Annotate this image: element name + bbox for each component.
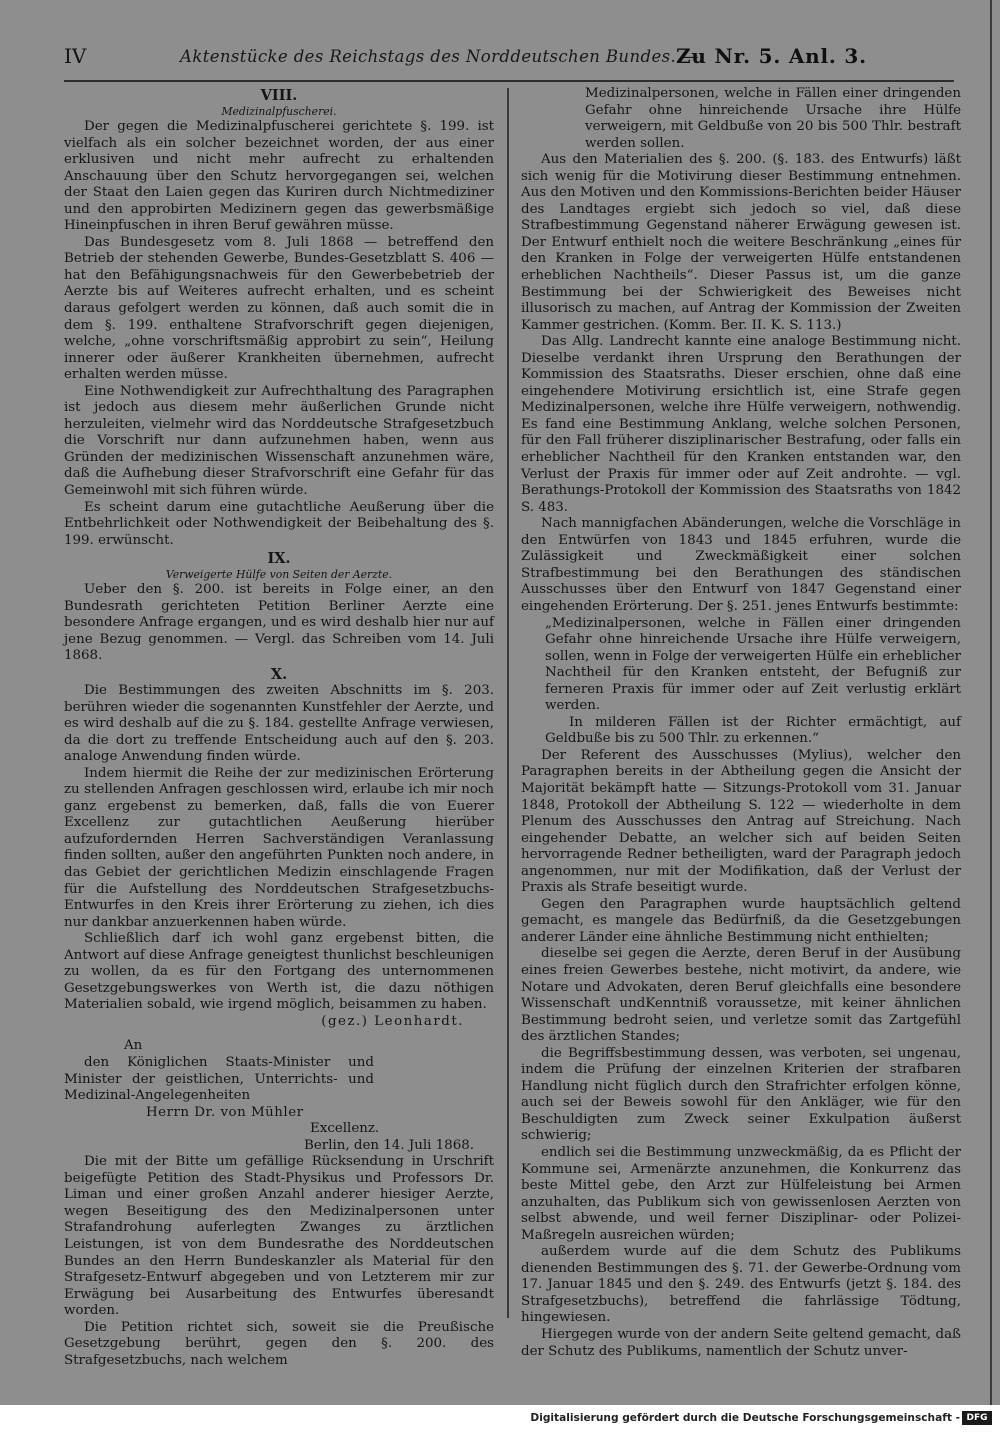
paragraph: die Begriffsbestimmung dessen, was verboten, sei ungenau, indem die Prüfung der einzelnen Kriterien der strafbaren Handlung nicht füglich durch den Strafrichter erfolgen könne, auch sei der Beweis sowohl für den Ankläger, wie für den Beschuldigten zum Zweck seiner Exkulpation äußerst schwierig; [521,1045,961,1144]
column-divider [507,88,509,1318]
paragraph: Der gegen die Medizinalpfuscherei gerichtete §. 199. ist vielfach als ein solcher bezeichnet worden, der aus einer erklusiven und nicht mehr aufrecht zu erhaltenden Anschauung über den Schutz hervorgegangen sei, welchen der Staat den Laien gegen das Kuriren durch Nichtmediziner und den approbirten Medizinern gegen das gewerbsmäßige Hineinpfuschen in ihren Beruf gewähren müsse. [64,119,494,234]
address-salutation: An [124,1038,143,1054]
paragraph: Gegen den Paragraphen wurde hauptsächlich geltend gemacht, es mangele das Bedürfniß, da die Gesetzgebungen anderer Länder eine ähnliche Bestimmung nicht enthielten; [521,896,961,945]
section-subtitle-ix: Verweigerte Hülfe von Seiten der Aerzte. [165,568,393,582]
paragraph: endlich sei die Bestimmung unzweckmäßig, da es Pflicht der Kommune sei, Armenärzte anzunehmen, die Konkurrenz das beste Mittel gebe, den Arzt zur Hülfeleistung bei Armen anzuhalten, das Publikum sich von gewissenlosen Aerzten von selbst abwende, und weil ferner Disziplinar- oder Polizei-Maßregeln ausreichen würden; [521,1145,961,1243]
paragraph: dieselbe sei gegen die Aerzte, deren Beruf in der Ausübung eines freien Gewerbes bestehe, nicht motivirt, da andere, wie Notare und Advokaten, deren Beruf gleichfalls eine besondere Wissenschaft undKenntniß voraussetze, mit keiner ähnlichen Bestimmung bedroht seien, und verletze somit das Zartgefühl des ärztlichen Standes; [521,946,961,1045]
quotation: „Medizinalpersonen, welche in Fällen einer dringenden Gefahr ohne hinreichende Ursache ihre Hülfe verweigern, sollen, wenn in Folge der verweigerten Hülfe ein erheblicher Nachtheil für den Kranken entsteht, der Befugniß zur ferneren Praxis für immer oder auf Zeit verlustig erklärt werden. [545,615,961,714]
paragraph: Die mit der Bitte um gefällige Rücksendung in Urschrift beigefügte Petition des Stadt-Physikus und Professors Dr. Liman und einer großen Anzahl anderer hiesiger Aerzte, wegen Beseitigung des den Medizinalpersonen unter Strafandrohung auferlegten Zwanges zu ärztlichen Leistungen, ist von dem Bundesrathe des Norddeutschen Bundes an den Herrn Bundeskanzler als Material für den Strafgesetz-Entwurf abgegeben und von Letzterem mir zur Erwägung bei Ausarbeitung des Entwurfes überesandt worden. [64,1154,494,1319]
running-title: Aktenstücke des Reichstags des Norddeutschen Bundes. — [180,47,699,66]
quotation: In milderen Fällen ist der Richter ermächtigt, auf Geldbuße bis zu 500 Thlr. zu erkennen.“ [545,714,961,747]
section-subtitle-viii: Medizinalpfuscherei. [221,105,337,118]
paragraph: Medizinalpersonen, welche in Fällen einer dringenden Gefahr ohne hinreichende Ursache ihre Hülfe verweigern, mit Geldbuße von 20 bis 500 Thlr. bestraft werden sollen. [585,86,961,151]
section-heading-viii: VIII. [260,87,298,104]
paragraph: Hiergegen wurde von der andern Seite geltend gemacht, daß der Schutz des Publikums, namentlich der Schutz unver- [521,1327,961,1359]
paragraph: Eine Nothwendigkeit zur Aufrechthaltung des Paragraphen ist jedoch aus diesem mehr äußerlichen Grunde nicht herzuleiten, vielmehr wird das Norddeutsche Strafgesetzbuch die Vorschrift nur dann aufzunehmen haben, wenn aus Gründen der medizinischen Wissenschaft anzunehmen wäre, daß die Aufhebung dieser Strafvorschrift eine Gefahr für das Gemeinwohl mit sich führen würde. [64,383,494,499]
digitization-footer [0,1405,1000,1432]
page-number: IV [64,44,87,68]
page-edge-rule [990,0,992,1405]
paragraph: Der Referent des Ausschusses (Mylius), welcher den Paragraphen bereits in der Abtheilung gegen die Ansicht der Majorität bekämpft hatte — Sitzungs-Protokoll vom 31. Januar 1848, Protokoll der Abtheilung S. 122 — wiederholte in dem Plenum des Ausschusses den Antrag auf Streichung. Nach eingehender Debatte, an welcher sich auf beiden Seiten hervorragende Redner betheiligten, ward der Paragraph jedoch angenommen, nur mit der Modifikation, daß der Verlust der Praxis als Strafe beseitigt wurde. [521,747,961,896]
paragraph: Aus den Materialien des §. 200. (§. 183. des Entwurfs) läßt sich wenig für die Motivirung dieser Bestimmung entnehmen. Aus den Motiven und den Kommissions-Berichten beider Häuser des Landtages ergiebt sich jedoch so viel, daß diese Strafbestimmung Gegenstand näherer Erwägung gewesen ist. Der Entwurf enthielt noch die weitere Beschränkung „eines für den Kranken in Folge der verweigerten Hülfe entstandenen erheblichen Nachtheils“. Dieser Passus ist, um die ganze Bestimmung bei der Schwierigkeit des Beweises nicht illusorisch zu machen, auf Antrag der Kommission der Zweiten Kammer gestrichen. (Komm. Ber. II. K. S. 113.) [521,152,961,333]
address-name: Herrn Dr. von Mühler [146,1104,304,1120]
paragraph: außerdem wurde auf die dem Schutz des Publikums dienenden Bestimmungen des §. 71. der Gewerbe-Ordnung vom 17. Januar 1845 und den §. 249. des Entwurfs (jetzt §. 184. des Strafgesetzbuchs), betreffend die fahrlässige Tödtung, hingewiesen. [521,1244,961,1326]
header-rule [64,80,954,82]
running-head [64,44,954,74]
section-heading-ix: IX. [267,550,291,568]
letter-date: Berlin, den 14. Juli 1868. [304,1137,474,1153]
address-recipient: den Königlichen Staats-Minister und Minister der geistlichen, Unterrichts- und Medizinal-Angelegenheiten [64,1054,374,1104]
paragraph: Indem hiermit die Reihe der zur medizinischen Erörterung zu stellenden Anfragen geschlossen wird, erlaube ich mir noch ganz ergebenst zu bemerken, daß, falls die von Euerer Excellenz zur gutachtlichen Aeußerung hierüber aufzufordernden Herren Sachverständigen Veranlassung finden sollten, außer den angeführten Punkten noch andere, in das Gebiet der gerichtlichen Medizin einschlagende Fragen für die Aufstellung des Norddeutschen Strafgesetzbuchs-Entwurfes in den Kreis ihrer Erörterung zu ziehen, ich dies nur dankbar anzuerkennen haben würde. [64,765,494,930]
document-reference: Zu Nr. 5. Anl. 3. [676,44,867,68]
left-column [64,86,494,1369]
signature: (gez.) Leonhardt. [321,1013,464,1029]
address-title: Excellenz. [310,1121,380,1137]
paragraph: Schließlich darf ich wohl ganz ergebenst bitten, die Antwort auf diese Anfrage geneigtest thunlichst beschleunigen zu wollen, da es für den Fortgang des unternommenen Gesetzgebungswerkes von Werth ist, die dazu nöthigen Materialien sobald, wie irgend möglich, beisammen zu haben. [64,931,494,1013]
funding-credit: Digitalisierung gefördert durch die Deutsche Forschungsgemeinschaft - [530,1412,960,1424]
paragraph: Die Bestimmungen des zweiten Abschnitts im §. 203. berühren wieder die sogenannten Kunstfehler der Aerzte, und es wird deshalb auf die zu §. 184. gestellte Anfrage verwiesen, da die dort zu treffende Entscheidung auch auf den §. 203. analoge Anwendung finden würde. [64,682,494,765]
paragraph: Ueber den §. 200. ist bereits in Folge einer, an den Bundesrath gerichteten Petition Berliner Aerzte eine besondere Anfrage ergangen, und es wird deshalb hier nur auf jene Bezug genommen. — Vergl. das Schreiben vom 14. Juli 1868. [64,582,494,664]
section-heading-x: X. [270,665,288,683]
paragraph: Es scheint darum eine gutachtliche Aeußerung über die Entbehrlichkeit oder Nothwendigkeit der Beibehaltung des §. 199. erwünscht. [64,499,494,548]
paragraph: Nach mannigfachen Abänderungen, welche die Vorschläge in den Entwürfen von 1843 und 1845 erfuhren, wurde die Zulässigkeit und Zweckmäßigkeit einer solchen Strafbestimmung bei den Berathungen des ständischen Ausschusses über den Entwurf von 1847 Gegenstand einer eingehenden Erörterung. Der §. 251. jenes Entwurfs bestimmte: [521,516,961,614]
paragraph: Das Bundesgesetz vom 8. Juli 1868 — betreffend den Betrieb der stehenden Gewerbe, Bundes-Gesetzblatt S. 406 — hat den Befähigungsnachweis für den Gewerbebetrieb der Aerzte bis auf Weiteres aufrecht erhalten, und es scheint daraus gefolgert werden zu können, daß auch somit die in dem §. 199. enthaltene Strafvorschrift gegen diejenigen, welche, „ohne vorschriftsmäßig approbirt zu sein“, Heilung innerer oder äußerer Krankheiten übernehmen, aufrecht erhalten werden müsse. [64,234,494,383]
right-column [521,86,961,1360]
paragraph: Die Petition richtet sich, soweit sie die Preußische Gesetzgebung berührt, gegen den §. 200. des Strafgesetzbuchs, nach welchem [64,1319,494,1368]
dfg-logo: DFG [962,1411,992,1425]
paragraph: Das Allg. Landrecht kannte eine analoge Bestimmung nicht. Dieselbe verdankt ihren Ursprung den Berathungen der Kommission des Staatsraths. Dieser erschien, ohne daß eine eingehendere Motivirung ersichtlich ist, eine Strafe gegen Medizinalpersonen, welche ihre Hülfe verweigern, nothwendig. Es fand eine Bestimmung Anklang, welche solchen Personen, für den Fall früherer disziplinarischer Bestrafung, oder falls ein erheblicher Nachtheil für den Kranken entstanden war, den Verlust der Praxis für immer oder auf Zeit androhte. — vgl. Berathungs-Protokoll der Kommission des Staatsraths von 1842 S. 483. [521,334,961,515]
